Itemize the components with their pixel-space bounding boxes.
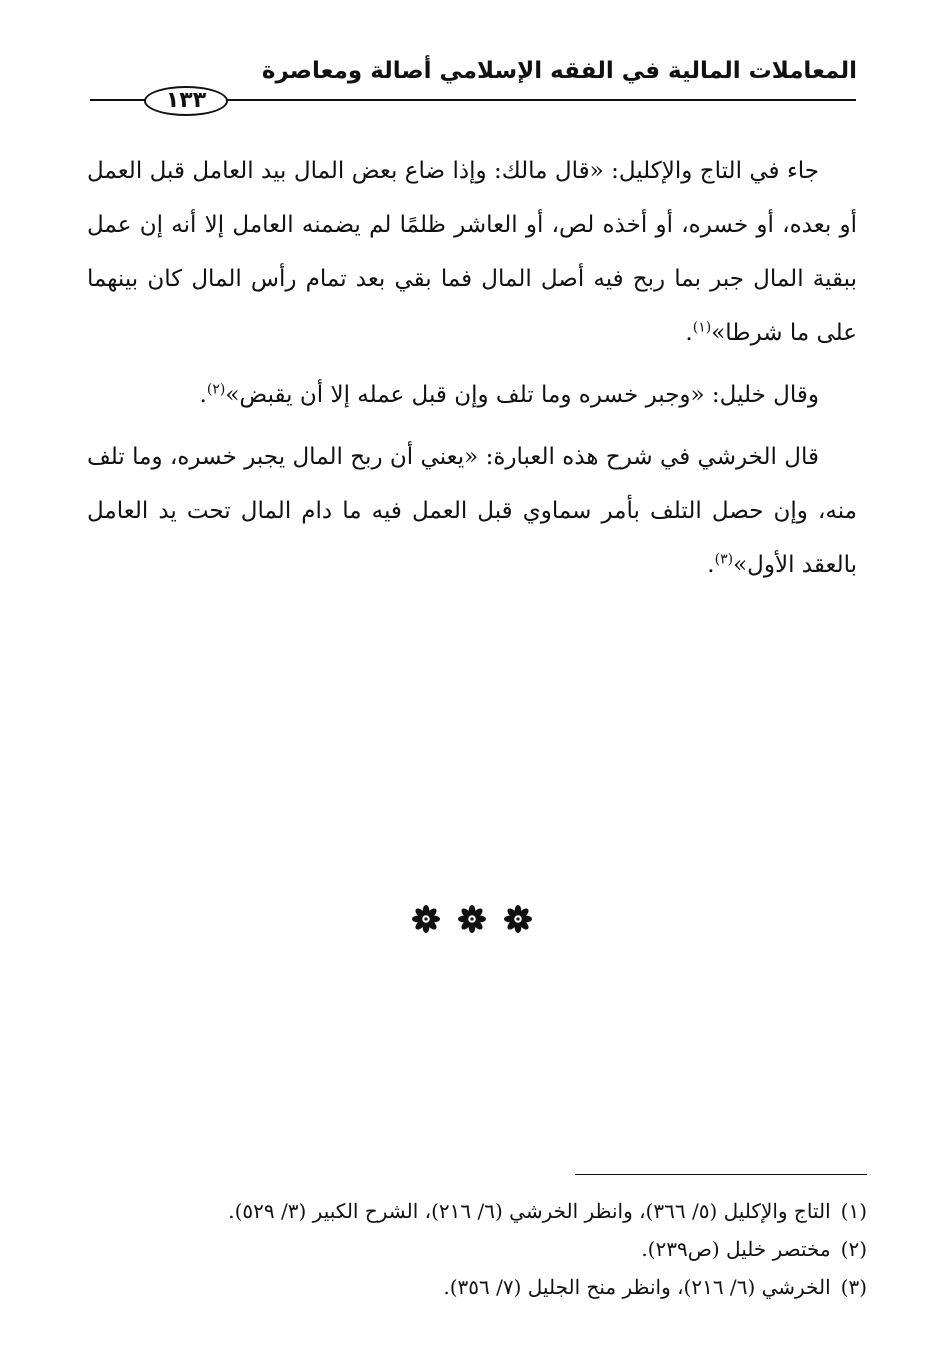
footnote-number: (١) (840, 1199, 867, 1223)
paragraph-end: . (707, 552, 715, 578)
flower-ornament-icon (457, 904, 487, 934)
footnote-text: الخرشي (٦/ ٢١٦)، وانظر منح الجليل (٧/ ٣٥٦). (443, 1275, 831, 1299)
paragraph (87, 144, 857, 360)
paragraph (87, 430, 857, 592)
paragraph-end: . (199, 382, 207, 408)
flower-ornament-icon (411, 904, 441, 934)
footnote-number: (٢) (840, 1237, 867, 1261)
footnote-text: مختصر خليل (ص٢٣٩). (641, 1237, 831, 1261)
footnote-number: (٣) (840, 1275, 867, 1299)
footnote-text: التاج والإكليل (٥/ ٣٦٦)، وانظر الخرشي (٦/ ٢١٦)، الشرح الكبير (٣/ ٥٢٩). (228, 1199, 831, 1223)
paragraph-end: . (685, 320, 693, 346)
footnote-separator (575, 1174, 867, 1175)
paragraph (87, 368, 857, 422)
page-number-badge (144, 86, 228, 116)
footnote (77, 1230, 867, 1268)
footnote-ref: (٣) (714, 551, 734, 568)
footnote (77, 1192, 867, 1230)
paragraph-text: وقال خليل: «وجبر خسره وما تلف وإن قبل عمله إلا أن يقبض» (225, 382, 819, 408)
section-ornaments (0, 904, 943, 934)
page-number: ١٣٣ (165, 88, 207, 113)
paragraph-text: قال الخرشي في شرح هذه العبارة: «يعني أن ربح المال يجبر خسره، وما تلف منه، وإن حصل التلف بأمر سماوي قبل العمل فيه ما دام المال تحت يد العامل بالعقد الأول» (87, 444, 857, 578)
running-title: المعاملات المالية في الفقه الإسلامي أصالة ومعاصرة (261, 58, 857, 84)
flower-ornament-icon (503, 904, 533, 934)
paragraph-text: جاء في التاج والإكليل: «قال مالك: وإذا ضاع بعض المال بيد العامل قبل العمل أو بعده، أو خسره، أو أخذه لص، أو العاشر ظلمًا لم يضمنه العامل إلا أنه إن عمل ببقية المال جبر بما ربح فيه أصل المال فما بقي بعد تمام رأس المال كان بينهما على ما شرطا» (87, 158, 857, 346)
footnotes (77, 1192, 867, 1306)
main-text (87, 144, 857, 600)
footnote-ref: (٢) (206, 381, 226, 398)
footnote (77, 1268, 867, 1306)
footnote-ref: (١) (692, 319, 712, 336)
